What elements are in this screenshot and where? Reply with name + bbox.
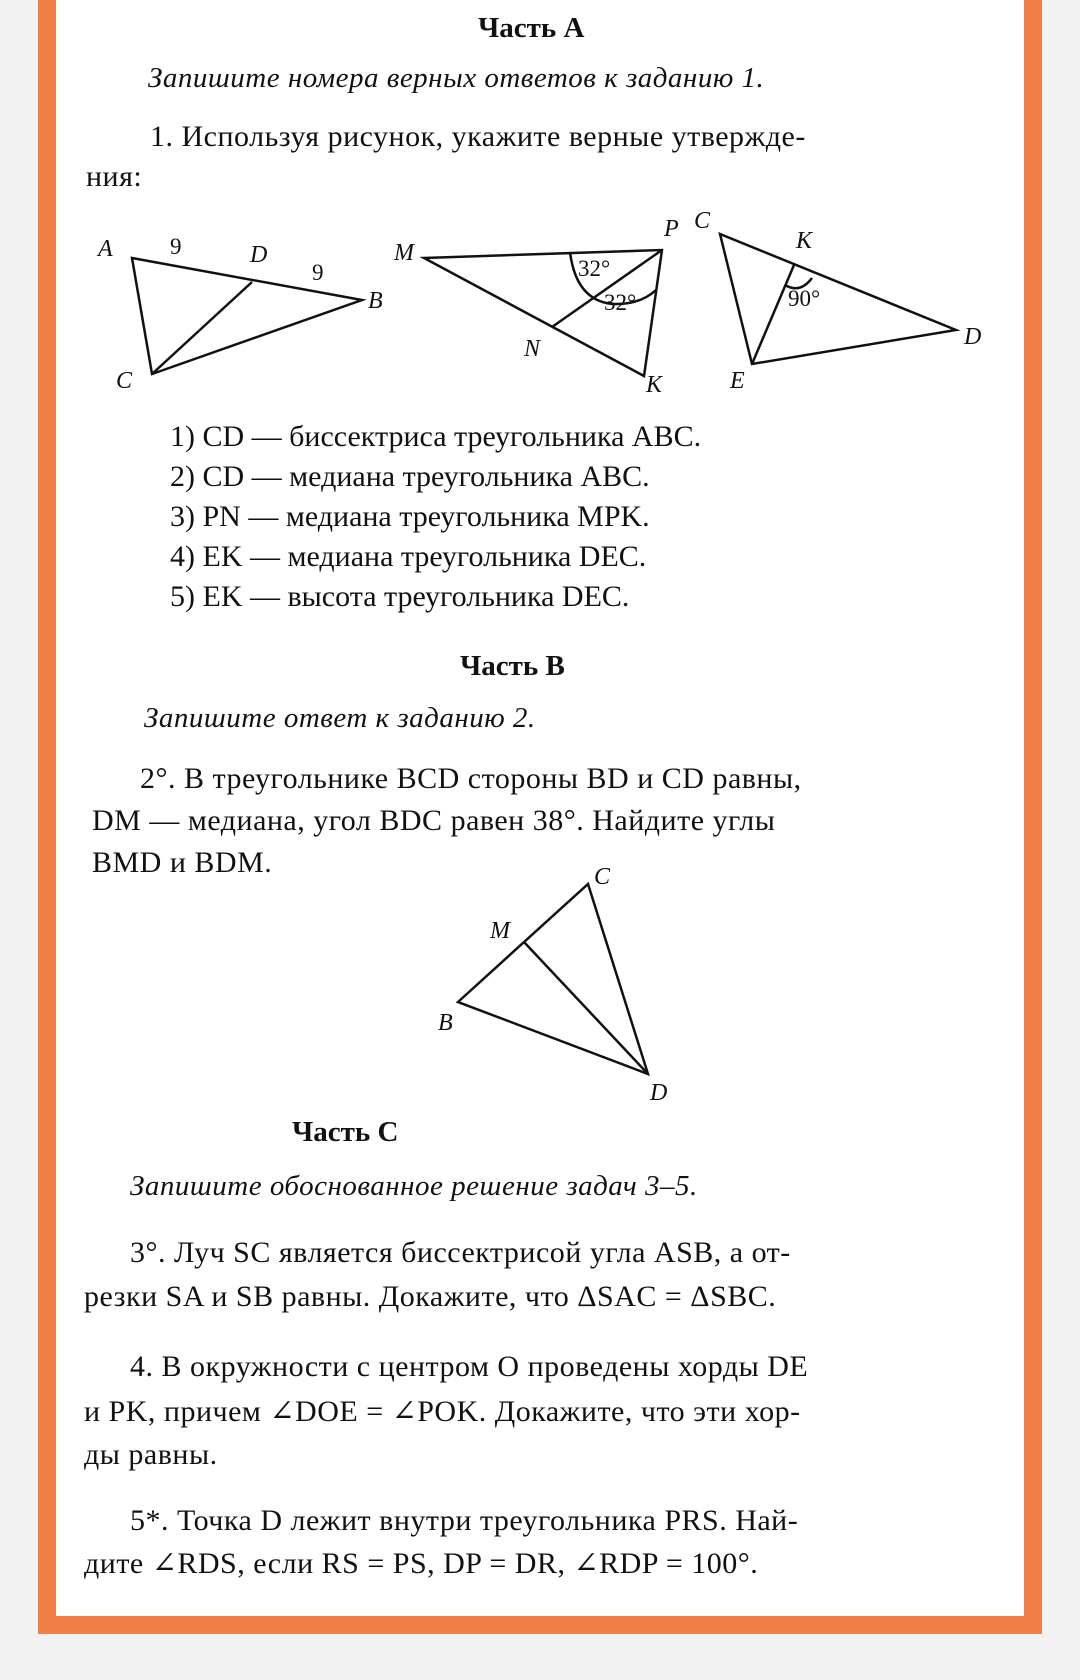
label-m: M bbox=[394, 240, 414, 266]
option-2: 2) CD — медиана треугольника ABC. bbox=[170, 460, 650, 493]
label-k-2: K bbox=[796, 228, 813, 254]
option-3: 3) PN — медиана треугольника MPK. bbox=[170, 500, 650, 533]
part-b-title: Часть B bbox=[460, 650, 565, 682]
task3-line1: 3°. Луч SC является биссектрисой угла ASB, а от- bbox=[130, 1236, 791, 1269]
task5-line1: 5*. Точка D лежит внутри треугольника PRS. Най- bbox=[130, 1504, 799, 1537]
triangle-bcd-figure bbox=[458, 884, 648, 1074]
task4-line2: и PK, причем ∠DOE = ∠POK. Докажите, что эти хор- bbox=[84, 1395, 801, 1428]
label-b-2: B bbox=[438, 1010, 453, 1036]
label-db-length: 9 bbox=[312, 260, 324, 285]
task5-line2: дите ∠RDS, если RS = PS, DP = DR, ∠RDP = 100°. bbox=[84, 1547, 759, 1580]
task2-line3: BMD и BDM. bbox=[92, 846, 273, 879]
task3-line2: резки SA и SB равны. Докажите, что ΔSAC = ΔSBC. bbox=[84, 1280, 777, 1313]
part-a-title: Часть A bbox=[478, 12, 585, 44]
label-c-2: C bbox=[694, 208, 711, 234]
option-5: 5) EK — высота треугольника DEC. bbox=[170, 580, 630, 613]
triangle-abc-figure bbox=[132, 258, 362, 374]
part-b-instruction: Запишите ответ к заданию 2. bbox=[144, 702, 536, 734]
label-d: D bbox=[250, 242, 268, 268]
task1-line1: 1. Используя рисунок, укажите верные утвержде- bbox=[150, 120, 806, 153]
option-1: 1) CD — биссектриса треугольника ABC. bbox=[170, 420, 702, 453]
label-d-3: D bbox=[650, 1080, 668, 1106]
label-m-2: M bbox=[490, 918, 510, 944]
task2-line2: DM — медиана, угол BDC равен 38°. Найдите углы bbox=[92, 804, 776, 837]
angle-label-2: 32° bbox=[604, 290, 637, 315]
task2-line1: 2°. В треугольнике BCD стороны BD и CD равны, bbox=[140, 762, 802, 795]
label-c: C bbox=[116, 368, 133, 394]
label-k: K bbox=[646, 372, 663, 398]
part-a-instruction: Запишите номера верных ответов к заданию 1. bbox=[148, 62, 765, 94]
part-c-title: Часть C bbox=[292, 1116, 399, 1148]
task4-line1: 4. В окружности с центром O проведены хорды DE bbox=[130, 1350, 809, 1383]
task1-line2: ния: bbox=[86, 160, 143, 193]
label-d-2: D bbox=[964, 324, 982, 350]
label-e: E bbox=[730, 368, 745, 394]
label-p: P bbox=[664, 216, 679, 242]
label-a: A bbox=[98, 236, 113, 262]
part-c-instruction: Запишите обоснованное решение задач 3–5. bbox=[130, 1170, 698, 1202]
triangle-dec-figure bbox=[720, 234, 956, 364]
label-n: N bbox=[524, 336, 541, 362]
option-4: 4) EK — медиана треугольника DEC. bbox=[170, 540, 647, 573]
label-c-3: C bbox=[594, 864, 611, 890]
angle-label-90: 90° bbox=[788, 286, 821, 311]
angle-label-1: 32° bbox=[578, 256, 611, 281]
label-ad-length: 9 bbox=[170, 234, 182, 259]
task4-line3: ды равны. bbox=[84, 1438, 218, 1471]
label-b: B bbox=[368, 288, 383, 314]
